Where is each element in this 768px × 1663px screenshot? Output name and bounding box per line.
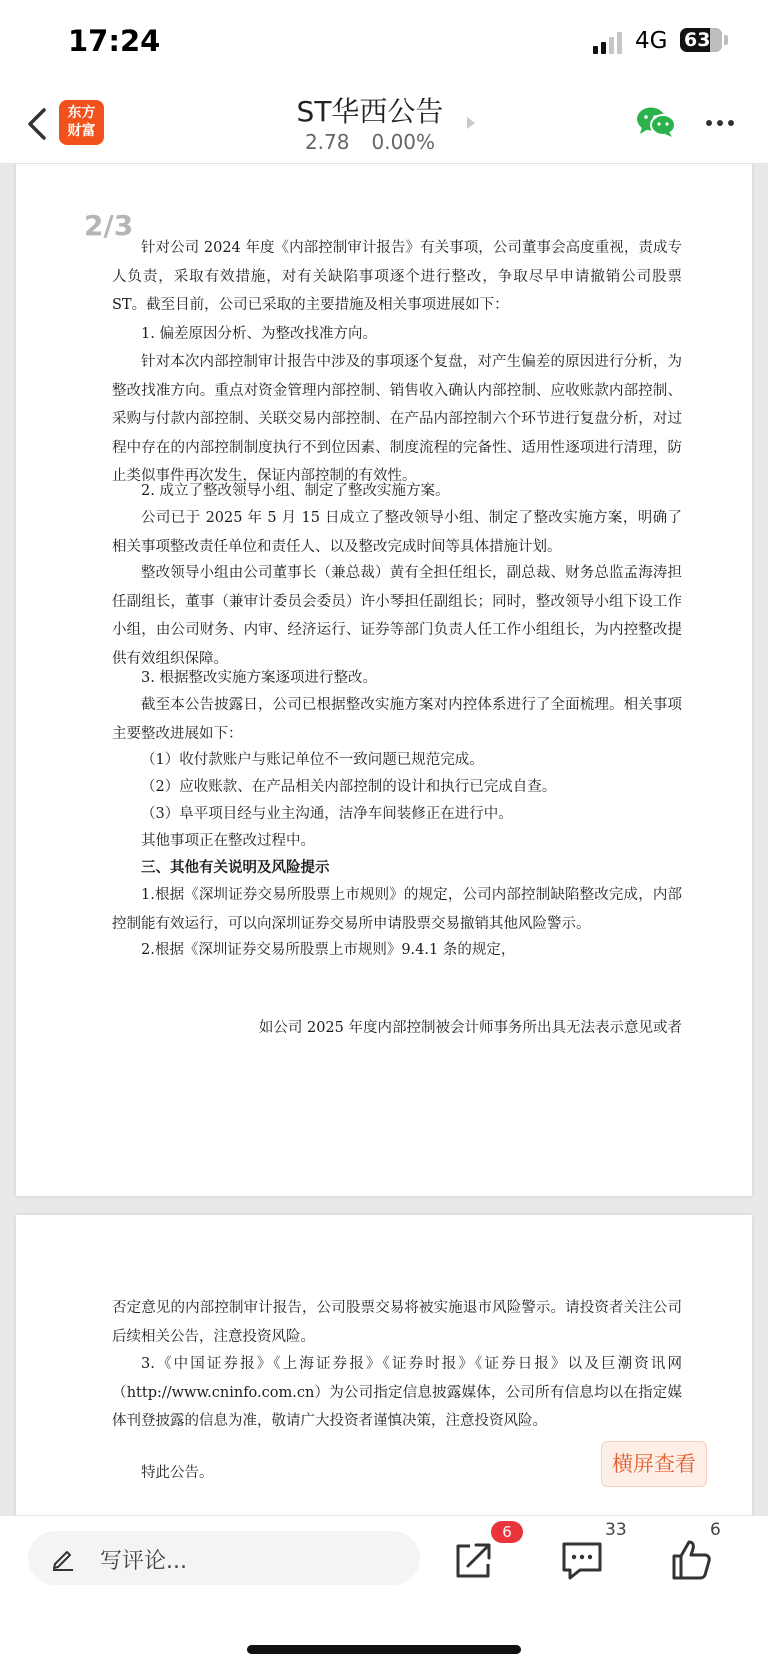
share-button[interactable] bbox=[450, 1536, 500, 1582]
page-indicator: 2/3 bbox=[84, 209, 134, 242]
section-heading: 三、其他有关说明及风险提示 bbox=[141, 859, 330, 876]
stock-price: 2.78 bbox=[304, 130, 350, 154]
paragraph: （3）阜平项目经与业主沟通，洁净车间装修正在进行中。 bbox=[141, 806, 513, 822]
logo-text-line2: 财富 bbox=[67, 123, 96, 139]
logo-text-line1: 东方 bbox=[67, 105, 96, 121]
caret-right-icon[interactable] bbox=[466, 116, 476, 130]
paragraph: 2. 成立了整改领导小组、制定了整改实施方案。 bbox=[141, 483, 450, 499]
battery-level: 63 bbox=[684, 29, 711, 51]
paragraph: 3.《中国证券报》《上海证券报》《证券时报》《证券日报》以及巨潮资讯网（http://www.cninfo.com.cn）为公司指定信息披露媒体，公司所有信息均以在指定媒体刊登披露的信息为准，敬请广大投资者谨慎决策，注意投资风险。 bbox=[112, 1356, 682, 1430]
stock-title: ST华西公告 bbox=[296, 95, 444, 128]
wechat-icon[interactable] bbox=[636, 106, 676, 138]
nav-bar bbox=[0, 86, 768, 164]
status-time: 17:24 bbox=[68, 24, 161, 58]
comments-button[interactable] bbox=[558, 1536, 608, 1582]
paragraph: 针对公司 2024 年度《内部控制审计报告》有关事项，公司董事会高度重视，责成专人负责，采取有效措施，对有关缺陷事项逐个进行整改，争取尽早申请撤销公司股票 ST。截至目前，公司已采取的主要措施及相关事项进展如下： bbox=[112, 240, 682, 314]
bottom-action-bar bbox=[0, 1515, 768, 1663]
share-badge: 6 bbox=[491, 1521, 523, 1543]
paragraph: 否定意见的内部控制审计报告，公司股票交易将被实施退市风险警示。请投资者关注公司后续相关公告，注意投资风险。 bbox=[112, 1300, 682, 1345]
home-indicator bbox=[247, 1645, 521, 1654]
paragraph: 1.根据《深圳证券交易所股票上市规则》的规定，公司内部控制缺陷整改完成，内部控制能有效运行，可以向深圳证券交易所申请股票交易撤销其他风险警示。 bbox=[112, 887, 682, 932]
comment-input[interactable] bbox=[28, 1531, 420, 1585]
comment-placeholder: 写评论... bbox=[100, 1549, 187, 1574]
paragraph: 如公司 2025 年度内部控制被会计师事务所出具无法表示意见或者 bbox=[258, 1020, 682, 1036]
likes-count: 6 bbox=[710, 1520, 721, 1540]
paragraph: 3. 根据整改实施方案逐项进行整改。 bbox=[141, 670, 377, 686]
document-viewer[interactable] bbox=[0, 164, 768, 1515]
more-dots-icon[interactable] bbox=[706, 120, 736, 128]
battery-icon bbox=[680, 28, 722, 52]
comments-count: 33 bbox=[605, 1520, 627, 1540]
paragraph: 针对本次内部控制审计报告中涉及的事项逐个复盘，对产生偏差的原因进行分析，为整改找准方向。重点对资金管理内部控制、销售收入确认内部控制、应收账款内部控制、采购与付款内部控制、关联交易内部控制、在产品内部控制六个环节进行复盘分析，对过程中存在的内部控制制度执行不到位因素、制度流程的完备性、适用性逐项进行清理，防止类似事件再次发生，保证内部控制的有效性。 bbox=[112, 354, 682, 485]
battery-tip bbox=[724, 35, 728, 45]
app-logo[interactable] bbox=[59, 100, 104, 145]
paragraph: 1. 偏差原因分析、为整改找准方向。 bbox=[141, 326, 377, 342]
paragraph: （2）应收账款、在产品相关内部控制的设计和执行已完成自查。 bbox=[141, 779, 557, 795]
paragraph: 公司已于 2025 年 5 月 15 日成立了整改领导小组、制定了整改实施方案，明确了相关事项整改责任单位和责任人、以及整改完成时间等具体措施计划。 bbox=[112, 510, 682, 555]
paragraph: （1）收付款账户与账记单位不一致问题已规范完成。 bbox=[141, 752, 484, 768]
stock-quote bbox=[250, 130, 490, 154]
pencil-icon bbox=[50, 1545, 76, 1571]
stock-change: 0.00% bbox=[371, 130, 436, 154]
paragraph: 特此公告。 bbox=[141, 1465, 214, 1481]
signal-icon bbox=[593, 32, 623, 54]
document-page-1 bbox=[16, 164, 752, 1196]
chevron-left-icon[interactable] bbox=[22, 104, 52, 144]
paragraph: 整改领导小组由公司董事长（兼总裁）黄有全担任组长，副总裁、财务总监孟海涛担任副组长，董事（兼审计委员会委员）许小琴担任副组长；同时，整改领导小组下设工作小组，由公司财务、内审、经济运行、证券等部门负责人任工作小组组长，为内控整改提供有效组织保障。 bbox=[112, 565, 682, 667]
paragraph: 截至本公告披露日，公司已根据整改实施方案对内控体系进行了全面梳理。相关事项主要整改进展如下： bbox=[112, 697, 682, 742]
paragraph: 2.根据《深圳证券交易所股票上市规则》9.4.1 条的规定， bbox=[141, 942, 516, 958]
landscape-view-button[interactable]: 横屏查看 bbox=[601, 1441, 707, 1487]
thumbs-up-icon[interactable] bbox=[668, 1536, 718, 1582]
paragraph: 其他事项正在整改过程中。 bbox=[141, 833, 315, 849]
status-bar bbox=[0, 0, 768, 86]
network-label: 4G bbox=[635, 28, 668, 54]
